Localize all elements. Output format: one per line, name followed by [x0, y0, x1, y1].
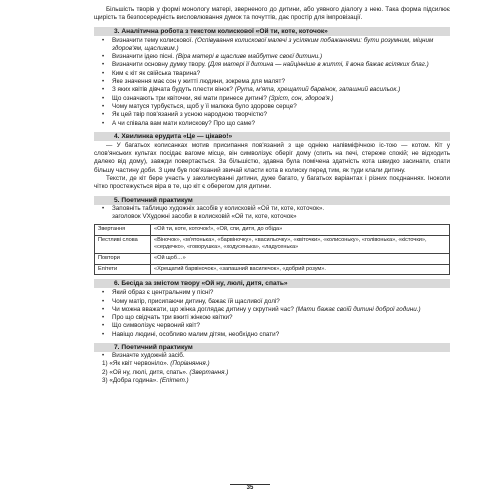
list-item: • Навіщо людині, особливо малим дітям, необхідно спати? — [102, 330, 280, 338]
list-item: • Визначити ідею пісні. (Віра матері в щасливе майбутнє своєї дитини.) — [102, 53, 323, 61]
list-item: • Визначити основну думку твору. (Для матері її дитина — найцінніше в житті, її вона бажає всіляких благ.) — [102, 61, 429, 69]
list-item: • З яких квітів дівчата будуть плести вінок? (Рута, м'ята, хрещатий барвінок, запашний васильок.) — [102, 86, 401, 94]
numbered-line: 1) «Як квіт червоніло». (Порівняння.) — [102, 360, 210, 368]
list-item: • Як цей твір пов'язаний з усною народною творчістю? — [102, 111, 268, 119]
table-cell: «Хрещатий барвіночок», «запашний василечок», «добрий розум». — [151, 264, 450, 275]
table-cell: «Ой щоб…» — [151, 254, 450, 265]
list-item: • Що означають три квіточки, які мати принесе дитині? (Зріст, сон, здоров'я.) — [102, 94, 334, 102]
numbered-line: 2) «Ой ну, люлі, дитя, спать». (Звертання.) — [102, 368, 229, 376]
page-number: 35 — [246, 485, 254, 491]
devices-table — [94, 224, 450, 275]
list-item: • Заповніть таблицю художніх засобів у колисковій «Ой ти, коте, коточок». — [102, 204, 325, 212]
intro-paragraph: Більшість творів у формі монологу матері, зверненого до дитини, або уявного діалогу з нею. Така форма підсилює щирість та безпосередність висловлювання думок та почуттів, дає простір для імпровізації. — [94, 6, 450, 22]
list-item: • Чому матір, присипаючи дитину, бажає їй щасливої долі? — [102, 297, 280, 305]
list-item: • Що символізує червоний квіт? — [102, 322, 200, 330]
list-item: • Ким є кіт як свійська тварина? — [102, 69, 201, 77]
table-head-cell: Повтори — [95, 254, 151, 265]
table-row — [95, 235, 450, 253]
table-head-cell: Епітети — [95, 264, 151, 275]
section-7-title: 7. Поетичний практикум — [94, 343, 450, 352]
table-head-cell: Звертання — [95, 225, 151, 236]
numbered-line: 3) «Добра година». (Епітет.) — [102, 376, 189, 384]
section-3-title: 3. Аналітична робота з текстом колискової «Ой ти, коте, коточок» — [94, 27, 450, 36]
list-item: • Визначте художній засіб. — [102, 351, 185, 359]
list-item: • Про що свідчать три вжиті жінкою квітки? — [102, 314, 233, 322]
list-item: • Яке значення має сон у житті людини, зокрема для малят? — [102, 78, 285, 86]
list-item: • А чи співала вам мати колискову? Про що саме? — [102, 119, 255, 127]
list-item: • Чи можна вважати, що жінка доглядає дитину у скрутний час? (Мати бажає своїй дитині доброї години.) — [102, 305, 421, 313]
section-6-title: 6. Бесіда за змістом твору «Ой ну, люлі, дитя, спать» — [94, 279, 450, 288]
table-row — [95, 254, 450, 265]
list-item: • Чому матуся турбується, щоб у її малюка було здорове серце? — [102, 102, 297, 110]
section-6-list — [94, 289, 450, 339]
section-5-title: 5. Поетичний практикум — [94, 196, 450, 205]
list-item: • Визначити тему колискової. (Оспівування колискової малечі з усіляким побажаннями: бути розумним, міцним здоров'ям, щасливим.) — [102, 36, 434, 52]
section-4-title: 4. Хвилинка ерудита «Це — цікаво!» — [94, 132, 450, 141]
section-4-paragraph-2: Тексти, де кіт бере участь у заколисуванні дитини, дуже багато, у багатьох варіантах і різних поєднаннях. Іноколи чітко простежується віра в те, що кіт є оберегом для дитини. — [94, 175, 450, 191]
table-row — [95, 264, 450, 275]
table-cell: «Віночок», «м'ятонька», «барвіночку», «васильочку», «квіточки», «колисоньку», «голівонька», «кісточки», «сердечко», «говорушка», «ходусенька», «ладусенька» — [151, 235, 450, 253]
section-4-paragraph-1: — У багатьох колисанках мотив присипання пов'язаний з ще одніею напівміфічною іс-тою — котом. Кіт у слов'янських культах посідає вагоме місце, він символізує оберіг дому (спить на печі, стереже спокій; не відходить далеко від дому), завжди повертається. За більшістю, здавна була помічена здатність кота швидко засинати, спати більшу частину доби. З цим був пов'язаний звичай класти кота в колиску перед тим, як туди клали дитину. — [94, 141, 450, 174]
table-cell: «Ой ти, коте, коточок!», «Ой, спи, дитя, до обіда» — [151, 225, 450, 236]
section-3-list — [94, 37, 450, 128]
table-caption: заголовок VХудожні засоби в колисковій «Ой ти, коте, коточок» — [112, 212, 297, 220]
table-row — [95, 225, 450, 236]
table-head-cell: Пестливі слова — [95, 235, 151, 253]
list-item: • Який образ є центральним у пісні? — [102, 289, 214, 297]
